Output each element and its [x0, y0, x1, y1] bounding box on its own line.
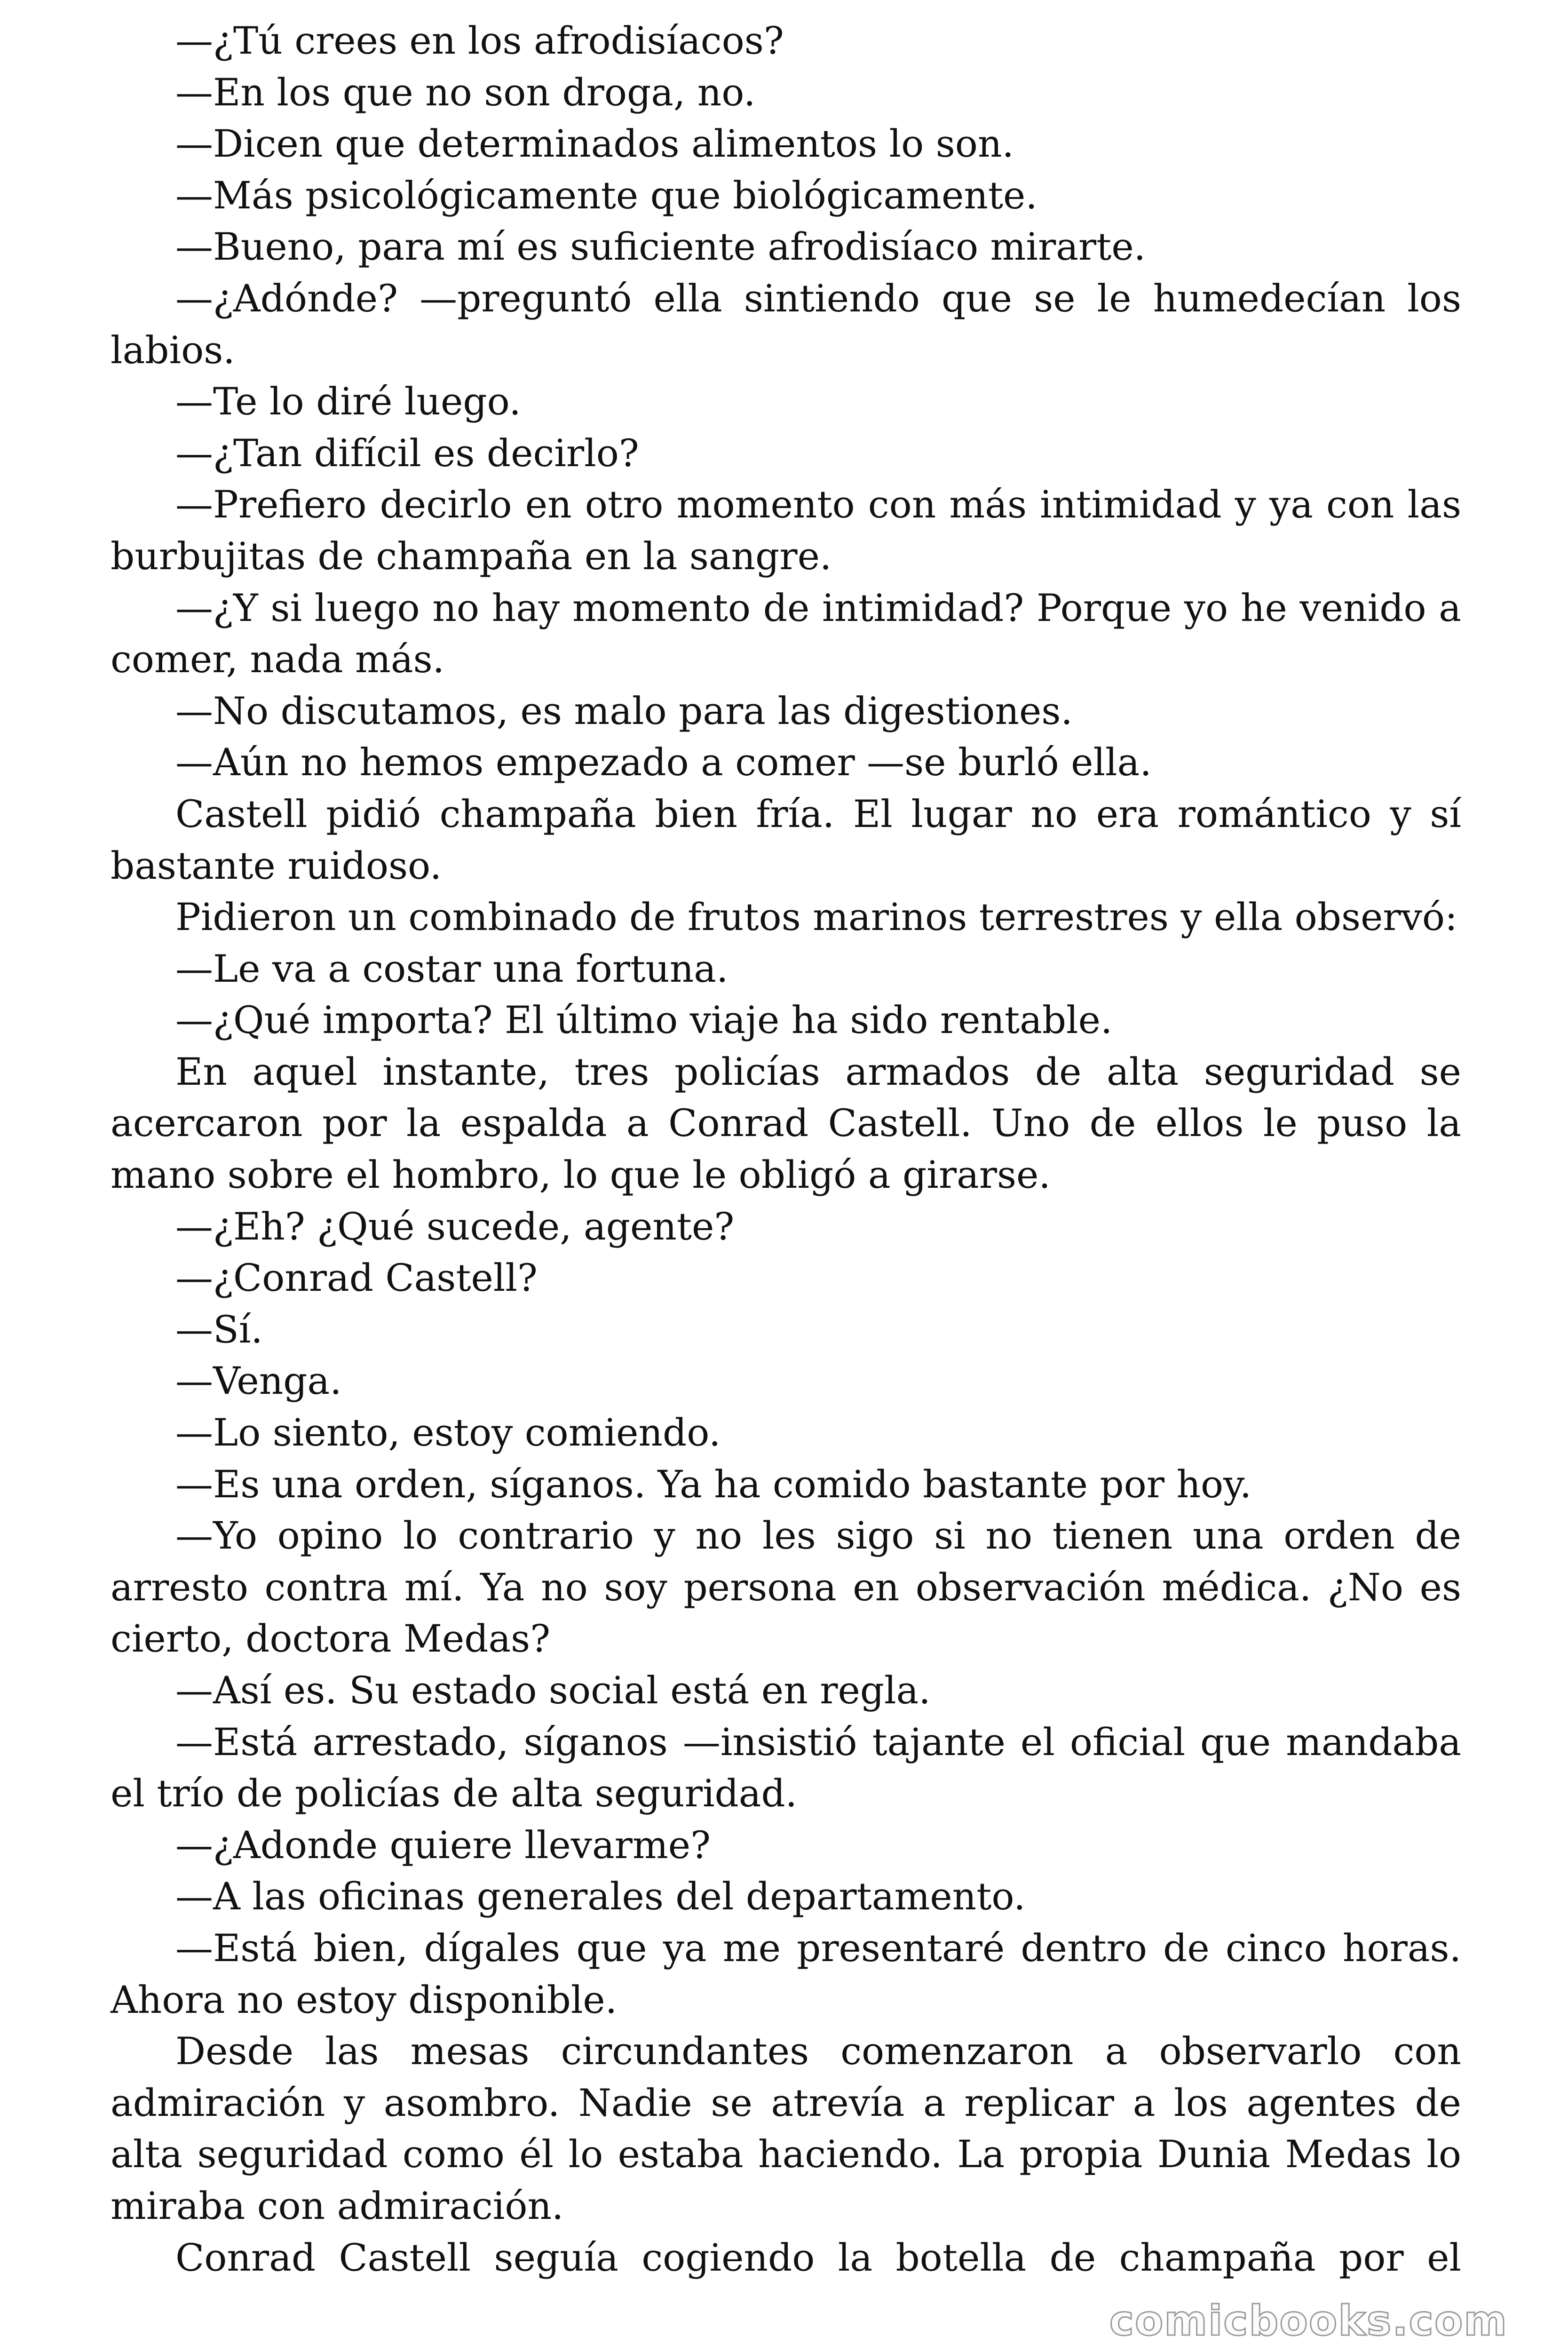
paragraph: —Prefiero decirlo en otro momento con más intimidad y ya con las burbujitas de champaña en la sangre. [111, 483, 1461, 578]
paragraph: En aquel instante, tres policías armados de alta seguridad se acercaron por la espalda a Conrad Castell. Uno de ellos le puso la mano sobre el hombro, lo que le obligó a girarse. [111, 1049, 1461, 1197]
paragraph: Conrad Castell seguía cogiendo la botella de champaña por el [175, 2235, 1461, 2280]
paragraph: —Está bien, dígales que ya me presentaré dentro de cinco horas. Ahora no estoy disponible. [111, 1926, 1461, 2022]
paragraph: —Aún no hemos empezado a comer —se burló ella. [175, 740, 1152, 785]
paragraph: —Yo opino lo contrario y no les sigo si no tienen una orden de arresto contra mí. Ya no soy persona en observación médica. ¿No es cierto, doctora Medas? [111, 1514, 1461, 1661]
watermark-logo: comicbooks.com [1109, 2296, 1508, 2345]
paragraph: —Le va a costar una fortuna. [175, 946, 729, 991]
page-body-text [111, 15, 1461, 2283]
paragraph: —Es una orden, síganos. Ya ha comido bastante por hoy. [175, 1462, 1252, 1506]
paragraph: —En los que no son droga, no. [175, 70, 756, 114]
paragraph: —¿Adónde? —preguntó ella sintiendo que se le humedecían los labios. [111, 276, 1461, 372]
paragraph: —¿Tú crees en los afrodisíacos? [175, 19, 784, 63]
paragraph: —Te lo diré luego. [175, 380, 521, 424]
paragraph: —Venga. [175, 1359, 342, 1403]
paragraph: —Lo siento, estoy comiendo. [175, 1411, 721, 1455]
paragraph: —¿Conrad Castell? [175, 1256, 538, 1300]
paragraph: —Así es. Su estado social está en regla. [175, 1669, 931, 1712]
paragraph: —Sí. [175, 1307, 263, 1351]
paragraph: —¿Adonde quiere llevarme? [175, 1823, 711, 1867]
paragraph: —No discutamos, es malo para las digestiones. [175, 689, 1073, 733]
paragraph: —¿Y si luego no hay momento de intimidad? Porque yo he venido a comer, nada más. [111, 586, 1461, 682]
paragraph: —¿Tan difícil es decirlo? [175, 431, 639, 475]
paragraph: —Más psicológicamente que biológicamente. [175, 173, 1037, 217]
paragraph: Castell pidió champaña bien fría. El lugar no era romántico y sí bastante ruidoso. [111, 792, 1461, 888]
paragraph: —¿Qué importa? El último viaje ha sido rentable. [175, 998, 1113, 1042]
paragraph: Pidieron un combinado de frutos marinos terrestres y ella observó: [175, 895, 1457, 939]
paragraph: —A las oficinas generales del departamento. [175, 1875, 1026, 1919]
paragraph: —Está arrestado, síganos —insistió tajante el oficial que mandaba el trío de policías de alta seguridad. [111, 1720, 1461, 1816]
paragraph: —Dicen que determinados alimentos lo son. [175, 122, 1014, 166]
paragraph: Desde las mesas circundantes comenzaron a observarlo con admiración y asombro. Nadie se atrevía a replicar a los agentes de alta seguridad como él lo estaba haciendo. La propia Dunia Medas lo miraba con admiración. [111, 2029, 1461, 2228]
paragraph: —Bueno, para mí es suficiente afrodisíaco mirarte. [175, 225, 1146, 269]
paragraph: —¿Eh? ¿Qué sucede, agente? [175, 1204, 735, 1248]
